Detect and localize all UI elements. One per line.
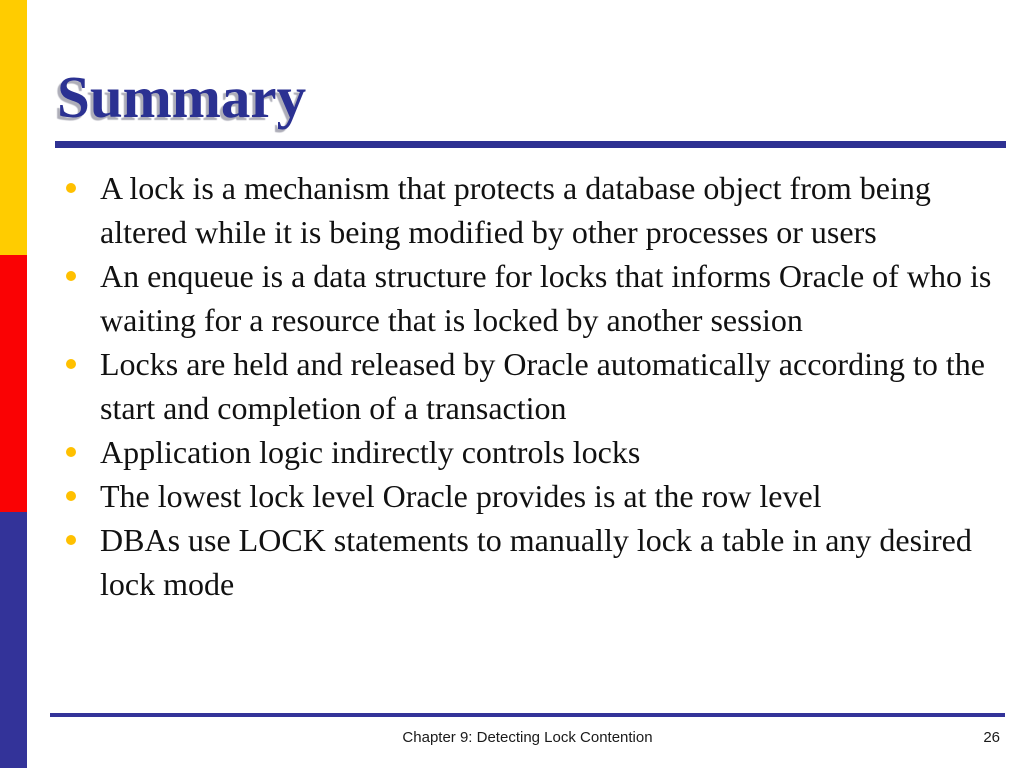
page-number: 26: [983, 729, 1000, 746]
bullet-item: [60, 254, 1012, 342]
bullet-text: Locks are held and released by Oracle automatically according to the start and completion of a transaction: [100, 346, 985, 426]
title-underline-rule: [55, 141, 1006, 148]
left-accent-bar: [0, 0, 27, 768]
bullet-item: [60, 166, 1012, 254]
bullet-item: [60, 474, 1012, 518]
bullet-dot-icon: [66, 535, 76, 545]
bullet-text: Application logic indirectly controls locks: [100, 434, 641, 470]
bullet-text: The lowest lock level Oracle provides is at the row level: [100, 478, 822, 514]
bullet-item: [60, 518, 1012, 606]
footer-chapter-label: Chapter 9: Detecting Lock Contention: [402, 729, 653, 746]
bullet-dot-icon: [66, 183, 76, 193]
bullet-list: [60, 166, 1012, 606]
bullet-item: [60, 430, 1012, 474]
bullet-text: A lock is a mechanism that protects a database object from being altered while it is being modified by other processes or users: [100, 170, 931, 250]
accent-bar-blue-segment: [0, 512, 27, 768]
bullet-dot-icon: [66, 359, 76, 369]
bullet-dot-icon: [66, 447, 76, 457]
bullet-dot-icon: [66, 491, 76, 501]
bullet-dot-icon: [66, 271, 76, 281]
bullet-item: [60, 342, 1012, 430]
accent-bar-yellow-segment: [0, 0, 27, 255]
slide-title: Summary: [57, 64, 307, 130]
accent-bar-red-segment: [0, 255, 27, 512]
bullet-text: An enqueue is a data structure for locks that informs Oracle of who is waiting for a resource that is locked by another session: [100, 258, 992, 338]
footer-rule: [50, 713, 1005, 717]
bullet-text: DBAs use LOCK statements to manually lock a table in any desired lock mode: [100, 522, 972, 602]
